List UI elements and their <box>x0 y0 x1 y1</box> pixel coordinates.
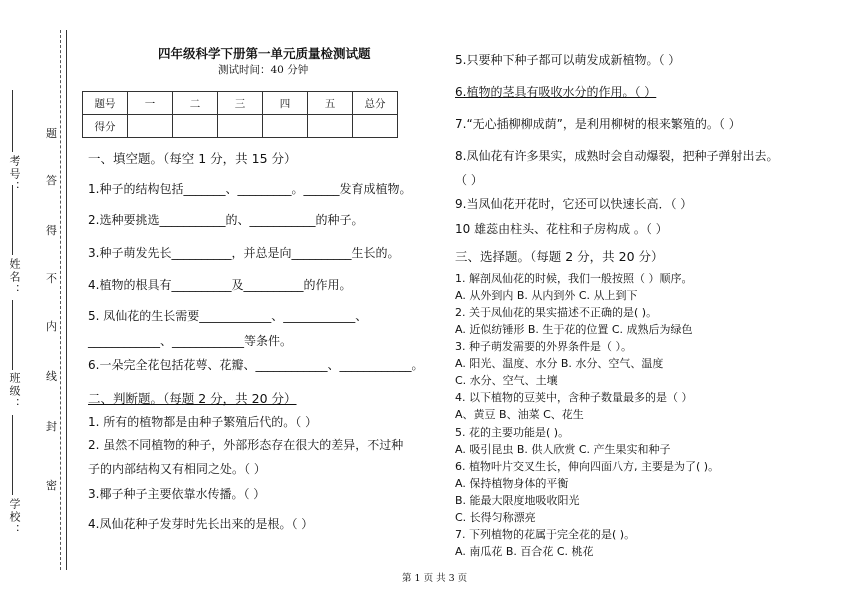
score-cell: 一 <box>128 92 173 115</box>
name-blank <box>12 185 13 255</box>
seal-char: 内 <box>46 320 57 333</box>
question: 8.凤仙花有许多果实，成熟时会自动爆裂，把种子弹射出去。 <box>455 149 779 163</box>
score-input-cell[interactable] <box>263 115 308 138</box>
choice-line: 2. 关于凤仙花的果实描述不正确的是( )。 <box>455 306 658 319</box>
section-heading-choice: 三、选择题。（每题 2 分，共 20 分） <box>455 249 664 264</box>
question: 1.种子的结构包括_______、_________。______发育成植物。 <box>88 182 412 196</box>
score-cell: 总分 <box>353 92 398 115</box>
school-blank <box>12 415 13 495</box>
seal-char: 封 <box>46 420 57 433</box>
choice-line: C. 长得匀称漂亮 <box>455 511 536 524</box>
page-number: 第 1 页 共 3 页 <box>402 573 468 584</box>
score-table-header-row <box>83 92 398 115</box>
class-label: 班级： <box>8 372 21 411</box>
question: 子的内部结构又有相同之处。（ ） <box>88 462 266 476</box>
choice-line: 3. 种子萌发需要的外界条件是（ ）。 <box>455 340 632 353</box>
exam-number-blank <box>12 90 13 152</box>
choice-line: 1. 解剖凤仙花的时候，我们一般按照（ ）顺序。 <box>455 272 693 285</box>
section-heading-fill-blank: 一、填空题。（每空 1 分，共 15 分） <box>88 151 297 166</box>
question: 5.只要种下种子都可以萌发成新植物。（ ） <box>455 53 681 67</box>
margin-line-seal <box>60 30 61 570</box>
question: 3.种子萌发先长__________，并总是向__________生长的。 <box>88 246 400 260</box>
score-input-cell[interactable] <box>308 115 353 138</box>
margin-line-outer <box>66 30 67 570</box>
question: 9.当凤仙花开花时，它还可以快速长高．（ ） <box>455 197 693 211</box>
choice-line: A. 吸引昆虫 B. 供人欣赏 C. 产生果实和种子 <box>455 443 671 456</box>
seal-char: 线 <box>46 370 57 383</box>
score-input-cell[interactable] <box>218 115 263 138</box>
class-blank <box>12 300 13 370</box>
score-cell: 得分 <box>83 115 128 138</box>
question: 5. 凤仙花的生长需要____________、____________、 <box>88 309 368 323</box>
seal-char: 得 <box>46 224 57 237</box>
question: 3.椰子种子主要依靠水传播。（ ） <box>88 487 266 501</box>
question: 2. 虽然不同植物的种子，外部形态存在很大的差异，不过种 <box>88 438 404 452</box>
choice-line: 6. 植物叶片交叉生长，伸向四面八方, 主要是为了( )。 <box>455 460 720 473</box>
question: 7.“无心插柳柳成荫”，是利用柳树的根来繁殖的。（ ） <box>455 117 741 131</box>
seal-char: 密 <box>46 479 57 492</box>
score-cell: 四 <box>263 92 308 115</box>
score-table-score-row <box>83 115 398 138</box>
section-heading-judge: 二、判断题。（每题 2 分，共 20 分） <box>88 391 297 406</box>
seal-char: 答 <box>46 174 57 187</box>
choice-line: A、黄豆 B、油菜 C、花生 <box>455 408 584 421</box>
choice-line: A. 从外到内 B. 从内到外 C. 从上到下 <box>455 289 638 302</box>
question: 10 雄蕊由柱头、花柱和子房构成 。（ ） <box>455 222 668 236</box>
seal-char: 题 <box>46 127 57 140</box>
question: ____________、____________等条件。 <box>88 334 293 348</box>
seal-char: 不 <box>46 272 57 285</box>
question: 2.选种要挑选___________的、___________的种子。 <box>88 213 364 227</box>
score-input-cell[interactable] <box>128 115 173 138</box>
score-input-cell[interactable] <box>353 115 398 138</box>
choice-line: A. 近似纺锤形 B. 生于花的位置 C. 成熟后为绿色 <box>455 323 693 336</box>
exam-number-label: 考号： <box>8 155 21 194</box>
choice-line: A. 南瓜花 B. 百合花 C. 桃花 <box>455 545 594 558</box>
score-table <box>82 91 398 138</box>
choice-line: C. 水分、空气、土壤 <box>455 374 558 387</box>
choice-line: A. 阳光、温度、水分 B. 水分、空气、温度 <box>455 357 664 370</box>
choice-line: 4. 以下植物的豆荚中，含种子数量最多的是（ ） <box>455 391 693 404</box>
choice-line: B. 能最大限度地吸收阳光 <box>455 494 580 507</box>
test-time: 测试时间：40 分钟 <box>218 64 309 76</box>
question: 6.植物的茎具有吸收水分的作用。（ ） <box>455 85 657 99</box>
question: 6.一朵完全花包括花萼、花瓣、____________、____________。 <box>88 358 424 372</box>
choice-line: 7. 下列植物的花属于完全花的是( )。 <box>455 528 636 541</box>
question: 4.凤仙花种子发芽时先长出来的是根。（ ） <box>88 517 314 531</box>
question: （ ） <box>455 173 483 187</box>
page-title: 四年级科学下册第一单元质量检测试题 <box>158 46 371 61</box>
score-input-cell[interactable] <box>173 115 218 138</box>
name-label: 姓名： <box>8 258 21 297</box>
score-cell: 五 <box>308 92 353 115</box>
choice-line: 5. 花的主要功能是( )。 <box>455 426 570 439</box>
score-cell: 二 <box>173 92 218 115</box>
score-cell: 三 <box>218 92 263 115</box>
school-label: 学校： <box>8 498 21 537</box>
choice-line: A. 保持植物身体的平衡 <box>455 477 569 490</box>
score-cell: 题号 <box>83 92 128 115</box>
question: 1. 所有的植物都是由种子繁殖后代的。（ ） <box>88 415 318 429</box>
question: 4.植物的根具有__________及__________的作用。 <box>88 278 352 292</box>
